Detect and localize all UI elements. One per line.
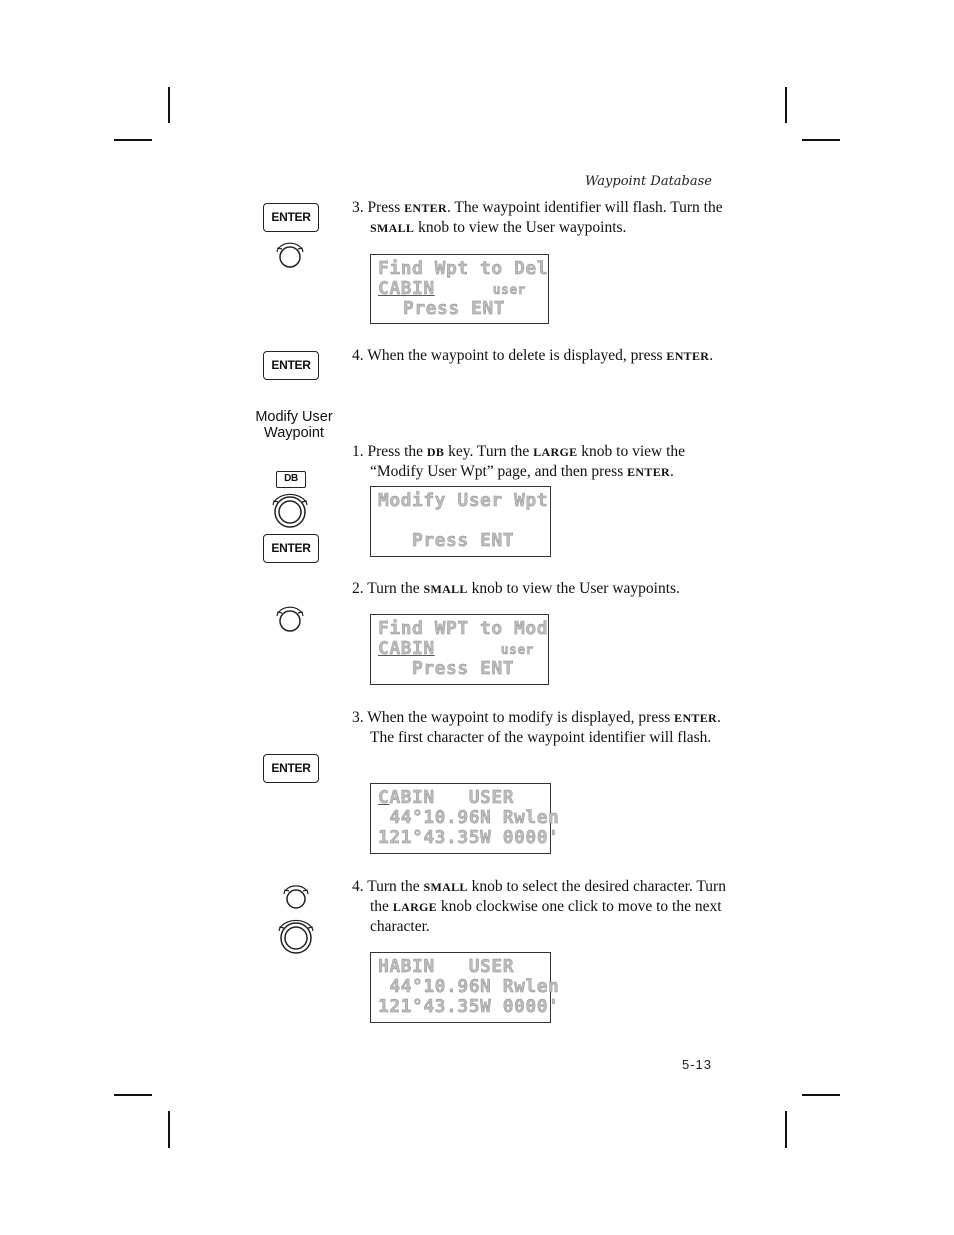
- enter-key-icon: ENTER: [263, 203, 319, 232]
- crop-mark: [114, 1094, 152, 1096]
- lcd-display-find-wpt-del: Find Wpt to Del CABIN user Press ENT: [370, 254, 549, 324]
- enter-key-icon: ENTER: [263, 754, 319, 783]
- db-key-icon: DB: [276, 471, 306, 488]
- step-4-modify: 4. Turn the SMALL knob to select the desired character. Turn the LARGE knob clockwise one click to move to the next character.: [352, 878, 726, 935]
- lcd-display-cabin-user: CABIN USER 44°10.96N Rwlen 121°43.35W 0000': [370, 783, 551, 854]
- small-knob-icon: [278, 882, 314, 912]
- step-2-modify: 2. Turn the SMALL knob to view the User waypoints.: [352, 580, 680, 597]
- section-title-modify-user-waypoint: Modify User Waypoint: [255, 409, 333, 441]
- lcd-display-find-wpt-mod: Find WPT to Mod CABIN user Press ENT: [370, 614, 549, 685]
- enter-key-icon: ENTER: [263, 534, 319, 563]
- crop-mark: [802, 1094, 840, 1096]
- lcd-display-modify-user-wpt: Modify User Wpt Press ENT: [370, 486, 551, 557]
- crop-mark: [168, 1111, 170, 1148]
- small-knob-icon: [272, 604, 308, 634]
- crop-mark: [785, 1111, 787, 1148]
- enter-key-icon: ENTER: [263, 351, 319, 380]
- large-knob-icon: [268, 490, 312, 530]
- step-1-modify: 1. Press the DB key. Turn the LARGE knob to view the “Modify User Wpt” page, and then press ENTER.: [352, 443, 686, 480]
- small-knob-icon: [272, 240, 308, 270]
- crop-mark: [785, 87, 787, 123]
- page-number: 5-13: [681, 1057, 712, 1072]
- running-header: Waypoint Database: [585, 174, 712, 189]
- crop-mark: [114, 139, 152, 141]
- crop-mark: [802, 139, 840, 141]
- crop-mark: [168, 87, 170, 123]
- step-3-delete: 3. Press ENTER. The waypoint identifier will flash. Turn the SMALL knob to view the User waypoints.: [352, 199, 723, 236]
- step-3-modify: 3. When the waypoint to modify is displayed, press ENTER. The first character of the waypoint identifier will flash.: [352, 709, 721, 746]
- step-4-delete: 4. When the waypoint to delete is displayed, press ENTER.: [352, 347, 714, 364]
- lcd-display-habin-user: HABIN USER 44°10.96N Rwlen 121°43.35W 0000': [370, 952, 551, 1023]
- large-knob-icon: [274, 916, 318, 956]
